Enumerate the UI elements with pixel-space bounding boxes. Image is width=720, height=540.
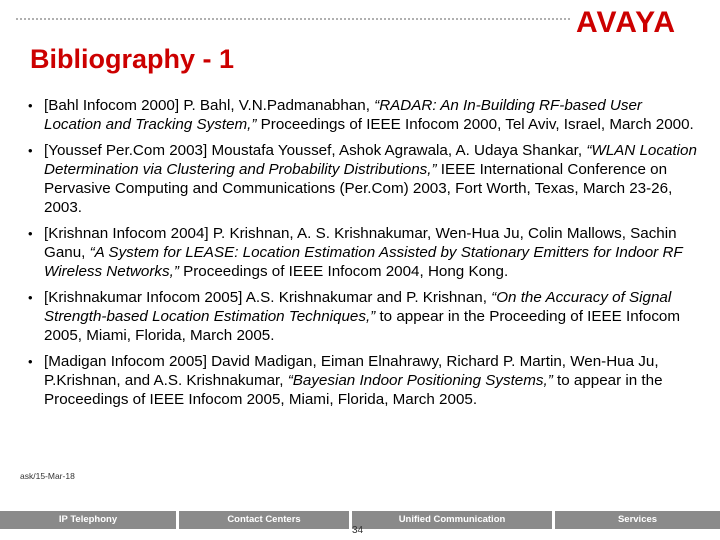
reference-key: [Bahl Infocom 2000] <box>44 97 180 114</box>
reference-title: “A System for LEASE: Location Estimation Assisted by Stationary Emitters for Indoor RF Wireless Networks,” <box>44 244 683 280</box>
reference-item <box>28 141 700 217</box>
reference-list <box>28 96 700 416</box>
reference-item <box>28 288 700 345</box>
reference-venue: to appear in the Proceeding of IEEE Infocom 2005, Miami, Florida, March 2005. <box>44 308 681 344</box>
avaya-logo <box>576 4 694 38</box>
reference-authors: David Madigan, Eiman Elnahrawy, Richard P. Martin, Wen-Hua Ju, P.Krishnan, and A.S. Krishnakumar, <box>44 353 659 389</box>
logo-text: AVAYA <box>576 6 677 38</box>
footer-segment-contact-centers: Contact Centers <box>227 514 301 525</box>
reference-title: “On the Accuracy of Signal Strength-based Location Estimation Techniques,” <box>44 289 672 325</box>
reference-item <box>28 224 700 281</box>
header-rule <box>16 18 570 20</box>
bullet-icon: • <box>28 354 33 369</box>
reference-key: [Youssef Per.Com 2003] <box>44 142 208 159</box>
reference-authors: P. Krishnan, A. S. Krishnakumar, Wen-Hua Ju, Colin Mallows, Sachin Ganu, <box>44 225 677 261</box>
reference-venue: to appear in the Proceedings of IEEE Infocom 2005, Miami, Florida, March 2005. <box>44 372 663 408</box>
bullet-icon: • <box>28 98 33 113</box>
reference-title: “Bayesian Indoor Positioning Systems,” <box>287 372 553 389</box>
document-id: ask/15-Mar-18 <box>20 471 75 481</box>
bullet-icon: • <box>28 226 33 241</box>
reference-authors: Moustafa Youssef, Ashok Agrawala, A. Udaya Shankar, <box>207 142 587 159</box>
reference-venue: Proceedings of IEEE Infocom 2000, Tel Aviv, Israel, March 2000. <box>256 116 694 133</box>
reference-item <box>28 352 700 409</box>
bullet-icon: • <box>28 290 33 305</box>
bullet-icon: • <box>28 143 33 158</box>
reference-key: [Krishnakumar Infocom 2005] <box>44 289 243 306</box>
page-title: Bibliography - 1 <box>30 44 235 74</box>
footer-segment-ip-telephony: IP Telephony <box>58 514 118 525</box>
reference-authors: P. Bahl, V.N.Padmanabhan, <box>179 97 375 114</box>
footer-segment-unified-communication: Unified Communication <box>398 514 506 525</box>
reference-venue: IEEE International Conference on Pervasive Computing and Communications (Per.Com) 2003, Fort Worth, Texas, March 23-26, 2003. <box>44 161 673 216</box>
reference-authors: A.S. Krishnakumar and P. Krishnan, <box>242 289 492 306</box>
reference-title: “RADAR: An In-Building RF-based User Location and Tracking System,” <box>44 97 642 133</box>
page-number: 34 <box>352 525 364 536</box>
reference-item <box>28 96 700 134</box>
reference-title: “WLAN Location Determination via Clustering and Probability Distributions,” <box>44 142 697 178</box>
reference-key: [Madigan Infocom 2005] <box>44 353 207 370</box>
reference-key: [Krishnan Infocom 2004] <box>44 225 209 242</box>
reference-venue: Proceedings of IEEE Infocom 2004, Hong Kong. <box>178 263 509 280</box>
footer-segment-services: Services <box>617 514 658 525</box>
